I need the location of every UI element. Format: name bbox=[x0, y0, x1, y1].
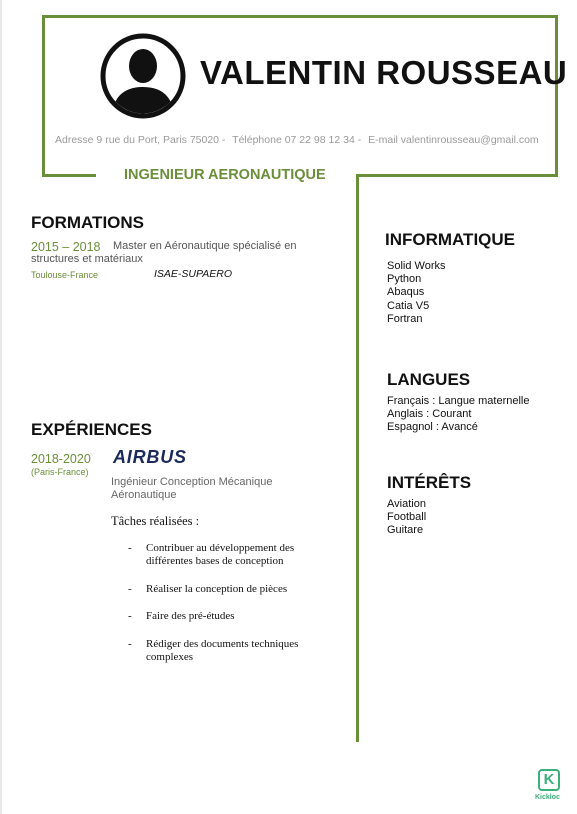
kickloc-logo-text: Kickloc bbox=[535, 794, 560, 801]
list-item: Solid Works bbox=[387, 260, 446, 272]
formation-dates: 2015 – 2018 bbox=[31, 240, 101, 254]
task-text: Faire des pré-études bbox=[146, 610, 235, 622]
list-item: Abaqus bbox=[387, 286, 425, 299]
task-bullet: - bbox=[128, 542, 132, 554]
experiences-title: EXPÉRIENCES bbox=[31, 420, 152, 439]
list-item: Anglais : Courant bbox=[387, 408, 472, 421]
interets-list bbox=[387, 498, 426, 538]
kickloc-logo-icon: K bbox=[538, 769, 560, 791]
task-text: Contribuer au développement des différentes bases de conception bbox=[146, 542, 295, 567]
contact-email: E-mail valentinrousseau@gmail.com bbox=[368, 134, 539, 146]
task-bullet: - bbox=[128, 638, 132, 650]
task-bullet: - bbox=[128, 583, 132, 595]
list-item: Aviation bbox=[387, 498, 426, 510]
formation-school: ISAE-SUPAERO bbox=[154, 268, 232, 280]
list-item: Catia V5 bbox=[387, 299, 430, 312]
contact-line bbox=[55, 134, 543, 146]
interets-title: INTÉRÊTS bbox=[387, 473, 472, 492]
candidate-name: VALENTIN ROUSSEAU bbox=[200, 54, 568, 91]
experience-role: Ingénieur Conception Mécanique Aéronautique bbox=[111, 476, 273, 501]
formations-title: FORMATIONS bbox=[31, 213, 145, 232]
experience-location: (Paris-France) bbox=[31, 467, 89, 477]
contact-phone: Téléphone 07 22 98 12 34 - bbox=[232, 134, 362, 146]
task-text: Rédiger des documents techniques complexes bbox=[146, 638, 299, 663]
langues-list bbox=[387, 395, 529, 435]
list-item: Guitare bbox=[387, 524, 424, 537]
task-text: Réaliser la conception de pièces bbox=[146, 583, 288, 595]
page-left-edge bbox=[0, 0, 2, 814]
list-item: Fortran bbox=[387, 312, 423, 325]
airbus-logo: AIRBUS bbox=[113, 447, 187, 467]
header-frame-right bbox=[555, 15, 558, 177]
experience-dates: 2018-2020 bbox=[31, 452, 91, 466]
list-item: Python bbox=[387, 273, 422, 286]
list-item: Espagnol : Avancé bbox=[387, 421, 478, 434]
formation-description: Master en Aéronautique spécialisé en structures et matériaux bbox=[31, 240, 297, 265]
informatique-title: INFORMATIQUE bbox=[385, 230, 516, 249]
column-divider bbox=[356, 174, 359, 742]
header-frame-bottom-left bbox=[42, 174, 96, 177]
formation-location: Toulouse-France bbox=[31, 270, 99, 280]
header-frame-top bbox=[42, 15, 558, 18]
list-item: Football bbox=[387, 511, 427, 524]
contact-address: Adresse 9 rue du Port, Paris 75020 - bbox=[55, 134, 226, 146]
informatique-list bbox=[387, 260, 445, 326]
job-title: INGENIEUR AERONAUTIQUE bbox=[124, 167, 326, 183]
task-bullet: - bbox=[128, 610, 132, 622]
langues-title: LANGUES bbox=[387, 370, 471, 389]
header-frame-bottom-right bbox=[356, 174, 558, 177]
kickloc-logo bbox=[537, 769, 563, 805]
tasks-label: Tâches réalisées : bbox=[111, 514, 200, 528]
avatar-icon bbox=[100, 33, 186, 119]
header-frame-left bbox=[42, 15, 45, 177]
list-item: Français : Langue maternelle bbox=[387, 395, 530, 407]
